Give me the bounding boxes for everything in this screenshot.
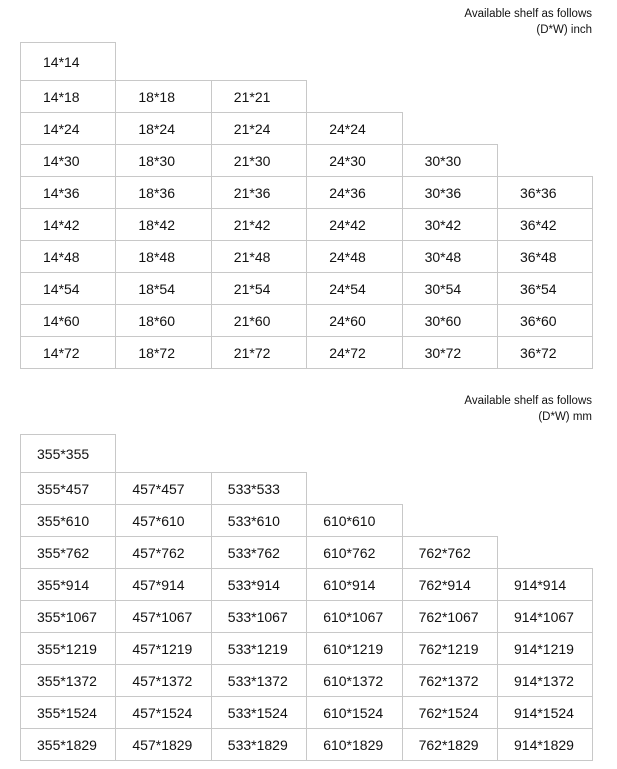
size-cell: 36*42 bbox=[497, 208, 593, 241]
inch-caption-line2: (D*W) inch bbox=[536, 24, 592, 36]
size-cell: 457*1372 bbox=[115, 664, 211, 697]
size-cell: 18*18 bbox=[115, 80, 211, 113]
size-cell: 30*60 bbox=[402, 304, 498, 337]
size-cell: 21*60 bbox=[211, 304, 307, 337]
size-cell: 355*762 bbox=[20, 536, 116, 569]
size-cell: 355*457 bbox=[20, 472, 116, 505]
size-cell: 610*762 bbox=[306, 536, 402, 569]
size-cell: 24*72 bbox=[306, 336, 402, 369]
size-cell: 914*914 bbox=[497, 568, 593, 601]
size-cell: 24*60 bbox=[306, 304, 402, 337]
size-cell: 14*48 bbox=[20, 240, 116, 273]
size-cell: 355*1372 bbox=[20, 664, 116, 697]
size-cell: 914*1219 bbox=[497, 632, 593, 665]
size-cell: 30*30 bbox=[402, 144, 498, 177]
size-cell: 30*36 bbox=[402, 176, 498, 209]
size-cell: 18*24 bbox=[115, 112, 211, 145]
size-cell: 355*914 bbox=[20, 568, 116, 601]
size-cell: 21*42 bbox=[211, 208, 307, 241]
size-cell: 914*1524 bbox=[497, 696, 593, 729]
size-cell: 18*30 bbox=[115, 144, 211, 177]
size-cell: 36*72 bbox=[497, 336, 593, 369]
size-cell: 457*1067 bbox=[115, 600, 211, 633]
inch-table-caption bbox=[464, 6, 592, 38]
size-cell: 24*30 bbox=[306, 144, 402, 177]
size-cell: 762*1372 bbox=[402, 664, 498, 697]
size-cell: 14*72 bbox=[20, 336, 116, 369]
size-cell: 914*1067 bbox=[497, 600, 593, 633]
size-cell: 762*1829 bbox=[402, 728, 498, 761]
size-cell: 24*48 bbox=[306, 240, 402, 273]
size-cell: 533*1067 bbox=[211, 600, 307, 633]
size-cell: 14*30 bbox=[20, 144, 116, 177]
size-cell: 457*762 bbox=[115, 536, 211, 569]
size-cell: 36*48 bbox=[497, 240, 593, 273]
size-cell: 355*610 bbox=[20, 504, 116, 537]
size-cell: 21*72 bbox=[211, 336, 307, 369]
size-cell: 610*1067 bbox=[306, 600, 402, 633]
size-cell: 355*1219 bbox=[20, 632, 116, 665]
size-cell: 533*1524 bbox=[211, 696, 307, 729]
size-cell: 24*36 bbox=[306, 176, 402, 209]
size-cell: 30*54 bbox=[402, 272, 498, 305]
size-cell: 14*54 bbox=[20, 272, 116, 305]
size-cell: 762*914 bbox=[402, 568, 498, 601]
mm-table-caption bbox=[464, 393, 592, 425]
size-cell: 21*30 bbox=[211, 144, 307, 177]
size-cell: 533*1829 bbox=[211, 728, 307, 761]
size-cell: 457*1219 bbox=[115, 632, 211, 665]
size-cell: 18*42 bbox=[115, 208, 211, 241]
size-cell: 457*1524 bbox=[115, 696, 211, 729]
size-cell: 355*1067 bbox=[20, 600, 116, 633]
inch-caption-line1: Available shelf as follows bbox=[464, 8, 592, 20]
size-cell: 610*1219 bbox=[306, 632, 402, 665]
size-cell: 21*48 bbox=[211, 240, 307, 273]
size-cell: 457*457 bbox=[115, 472, 211, 505]
size-cell: 533*610 bbox=[211, 504, 307, 537]
size-cell: 36*60 bbox=[497, 304, 593, 337]
size-cell: 18*60 bbox=[115, 304, 211, 337]
size-cell: 457*610 bbox=[115, 504, 211, 537]
size-cell: 24*54 bbox=[306, 272, 402, 305]
size-cell: 18*48 bbox=[115, 240, 211, 273]
size-cell: 18*54 bbox=[115, 272, 211, 305]
size-cell: 21*21 bbox=[211, 80, 307, 113]
size-cell: 457*1829 bbox=[115, 728, 211, 761]
size-cell: 18*72 bbox=[115, 336, 211, 369]
size-cell: 14*24 bbox=[20, 112, 116, 145]
size-cell: 18*36 bbox=[115, 176, 211, 209]
size-cell: 355*355 bbox=[20, 434, 116, 473]
size-cell: 610*1829 bbox=[306, 728, 402, 761]
size-cell: 30*72 bbox=[402, 336, 498, 369]
size-cell: 457*914 bbox=[115, 568, 211, 601]
size-cell: 762*762 bbox=[402, 536, 498, 569]
size-cell: 610*610 bbox=[306, 504, 402, 537]
mm-caption-line1: Available shelf as follows bbox=[464, 395, 592, 407]
size-cell: 355*1829 bbox=[20, 728, 116, 761]
size-cell: 36*54 bbox=[497, 272, 593, 305]
size-cell: 533*1372 bbox=[211, 664, 307, 697]
size-cell: 610*914 bbox=[306, 568, 402, 601]
size-cell: 14*60 bbox=[20, 304, 116, 337]
size-cell: 533*762 bbox=[211, 536, 307, 569]
size-cell: 30*48 bbox=[402, 240, 498, 273]
size-cell: 21*24 bbox=[211, 112, 307, 145]
size-cell: 914*1829 bbox=[497, 728, 593, 761]
size-cell: 914*1372 bbox=[497, 664, 593, 697]
size-cell: 30*42 bbox=[402, 208, 498, 241]
size-cell: 24*42 bbox=[306, 208, 402, 241]
size-cell: 533*533 bbox=[211, 472, 307, 505]
size-cell: 14*14 bbox=[20, 42, 116, 81]
size-cell: 762*1524 bbox=[402, 696, 498, 729]
size-cell: 14*36 bbox=[20, 176, 116, 209]
size-cell: 355*1524 bbox=[20, 696, 116, 729]
size-cell: 610*1524 bbox=[306, 696, 402, 729]
size-cell: 14*18 bbox=[20, 80, 116, 113]
size-cell: 21*36 bbox=[211, 176, 307, 209]
size-cell: 533*914 bbox=[211, 568, 307, 601]
size-cell: 762*1067 bbox=[402, 600, 498, 633]
size-cell: 21*54 bbox=[211, 272, 307, 305]
size-cell: 24*24 bbox=[306, 112, 402, 145]
mm-caption-line2: (D*W) mm bbox=[538, 411, 592, 423]
size-cell: 610*1372 bbox=[306, 664, 402, 697]
size-cell: 14*42 bbox=[20, 208, 116, 241]
size-cell: 36*36 bbox=[497, 176, 593, 209]
size-cell: 762*1219 bbox=[402, 632, 498, 665]
size-cell: 533*1219 bbox=[211, 632, 307, 665]
